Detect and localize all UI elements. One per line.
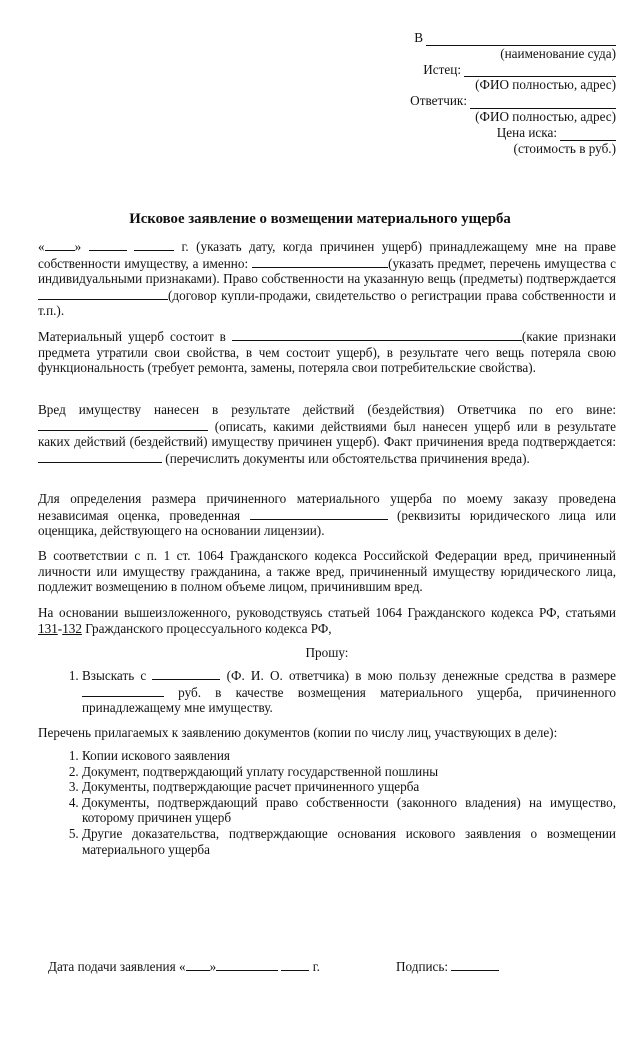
defendant-row bbox=[360, 93, 616, 109]
article-132-link[interactable]: 132 bbox=[62, 620, 82, 636]
court-field bbox=[426, 32, 616, 46]
defendant-name-field bbox=[152, 667, 220, 680]
p6-text-b: Гражданского процессуального кодекса РФ, bbox=[85, 620, 332, 636]
month-field bbox=[89, 238, 127, 251]
court-row bbox=[360, 30, 616, 46]
year-suffix: г. bbox=[312, 959, 320, 974]
price-row bbox=[360, 125, 616, 141]
p2-text-b: (какие признаки предмета утратили свои свойства, в чем состоит ущерб), в результате чего вещь потеряла свою функциональность (требует ремонта, замены, потеряла свои потребительские свойства). bbox=[38, 329, 617, 376]
damage-field bbox=[232, 328, 522, 341]
plaintiff-label: Истец: bbox=[423, 61, 461, 77]
footer-close-quote: » bbox=[209, 959, 217, 974]
request-text-c: руб. в качестве возмещения материального ущерба, причиненного принадлежащему мне имуществу. bbox=[82, 684, 616, 716]
addressee-block bbox=[360, 30, 616, 156]
attachment-item: 4. Документы, подтверждающий право собственности (законного владения) на имущество, которому причинен ущерб bbox=[82, 795, 616, 826]
article-131-link[interactable]: 131 bbox=[38, 620, 58, 636]
plaintiff-note: (ФИО полностью, адрес) bbox=[475, 77, 616, 93]
request-item bbox=[82, 667, 616, 716]
p4-text-a: Для определения размера причиненного материального ущерба по моему заказу проведена независимая оценка, проведенная bbox=[38, 491, 616, 523]
attachment-item: 3. Документы, подтверждающие расчет причиненного ущерба bbox=[82, 779, 616, 795]
attachments-heading: Перечень прилагаемых к заявлению документов (копии по числу лиц, участвующих в деле): bbox=[38, 725, 558, 740]
evidence-field bbox=[38, 450, 162, 463]
p1-text-b: (указать предмет, перечень имущества с индивидуальными признаками). Право собственности на указанную вещь (предметы) подтверждается bbox=[38, 255, 616, 287]
attachment-item: 5. Другие доказательства, подтверждающие основания искового заявления о возмещении материального ущерба bbox=[82, 826, 616, 857]
actions-field bbox=[38, 418, 208, 431]
p3-text-a: Вред имуществу нанесен в результате действий (бездействия) Ответчика по его вине: bbox=[38, 402, 616, 417]
signature-label: Подпись: bbox=[396, 959, 449, 974]
footer-month-field bbox=[216, 958, 278, 971]
day-field bbox=[45, 238, 75, 251]
p1-text-c: (договор купли-продажи, свидетельство о регистрации права собственности и т.п.). bbox=[38, 287, 616, 319]
footer-row bbox=[48, 958, 608, 975]
request-text-a: Взыскать с bbox=[82, 668, 147, 683]
signature-field bbox=[451, 958, 499, 971]
ownership-doc-field bbox=[38, 287, 168, 300]
defendant-label: Ответчик: bbox=[410, 93, 467, 109]
document-title: Исковое заявление о возмещении материального ущерба bbox=[129, 211, 511, 227]
price-note: (стоимость в руб.) bbox=[513, 140, 616, 156]
p2-text-a: Материальный ущерб состоит в bbox=[38, 329, 226, 344]
court-note: (наименование суда) bbox=[500, 45, 616, 61]
article-dash: - bbox=[57, 620, 63, 636]
appraiser-field bbox=[250, 507, 388, 520]
paragraph-appraisal bbox=[38, 491, 616, 539]
paragraph-fault bbox=[38, 402, 616, 466]
amount-field bbox=[82, 684, 164, 697]
p6-text-a: На основании вышеизложенного, руководствуясь статьей 1064 Гражданского кодекса РФ, статьями bbox=[38, 605, 616, 620]
p3-text-c: (перечислить документы или обстоятельства причинения вреда). bbox=[165, 450, 530, 466]
request-list bbox=[38, 667, 616, 716]
paragraph-damage-date bbox=[38, 238, 616, 319]
p3-text-b: (описать, какими действиями был нанесен ущерб или в результате каких действий (бездействий) имуществу причинен ущерб). Факт причинения вреда подтверждается: bbox=[38, 418, 617, 450]
signature-block bbox=[396, 958, 499, 975]
request-heading: Прошу: bbox=[305, 645, 349, 660]
court-prefix: В bbox=[414, 30, 423, 46]
close-quote: » bbox=[74, 239, 82, 254]
price-label: Цена иска: bbox=[496, 124, 557, 140]
paragraph-legal-basis: В соответствии с п. 1 ст. 1064 Гражданского кодекса Российской Федерации вред, причиненный личности или имуществу гражданина, а также вред, причиненный имуществу юридического лица, подлежит возмещению в полном объеме лицом, причинившим вред. bbox=[38, 548, 616, 595]
attachment-item: 1. Копии искового заявления bbox=[82, 748, 616, 764]
defendant-note: (ФИО полностью, адрес) bbox=[475, 108, 616, 124]
attachments-list bbox=[38, 748, 616, 857]
footer-year-field bbox=[281, 958, 309, 971]
plaintiff-field bbox=[464, 63, 616, 77]
attachment-item: 2. Документ, подтверждающий уплату государственной пошлины bbox=[82, 764, 616, 780]
property-field bbox=[252, 255, 388, 268]
request-text-b: (Ф. И. О. ответчика) в мою пользу денежные средства в размере bbox=[226, 668, 617, 683]
date-label: Дата подачи заявления « bbox=[48, 959, 186, 974]
year-field bbox=[134, 238, 174, 251]
footer-day-field bbox=[186, 958, 210, 971]
open-quote: « bbox=[38, 239, 45, 254]
defendant-field bbox=[470, 95, 616, 109]
paragraph-grounds bbox=[38, 605, 616, 636]
p1-text-a: г. (указать дату, когда причинен ущерб) принадлежащему мне на праве собственности имуществу, а именно: bbox=[38, 239, 617, 271]
price-field bbox=[560, 127, 616, 141]
plaintiff-row bbox=[360, 62, 616, 78]
p4-text-b: (реквизиты юридического лица или оценщика, действующего на основании лицензии). bbox=[38, 507, 617, 539]
paragraph-damage-description bbox=[38, 328, 616, 376]
